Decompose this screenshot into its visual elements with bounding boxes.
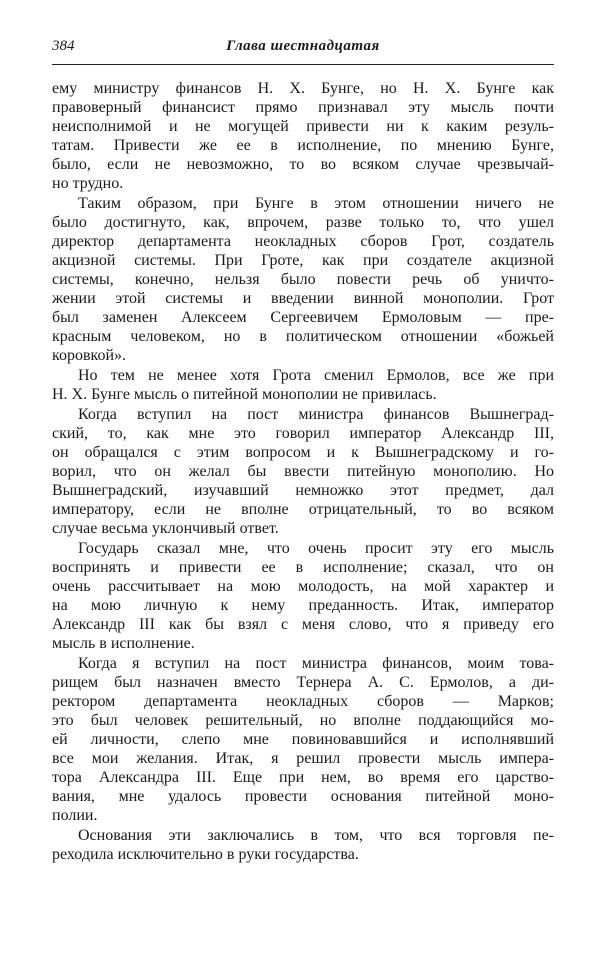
text-line: ский, то, как мне это говорил император Александр III, [52, 425, 554, 442]
text-line: татам. Привести же ее в исполнение, по мнению Бунге, [52, 137, 554, 154]
text-line: Государь сказал мне, что очень просит эту его мысль [78, 540, 554, 557]
text-line: Таким образом, при Бунге в этом отношении ничего не [78, 195, 554, 212]
paragraph [52, 194, 554, 365]
text-line: красным человеком, но в политическом отношении «божьей [52, 328, 554, 345]
text-line: был заменен Алексеем Сергеевичем Ермоловым — пре- [52, 309, 554, 326]
text-line: он обращался с этим вопросом и к Вышнеградскому и го- [52, 444, 554, 461]
text-line: было, если не невозможно, то во всяком случае чрезвычай- [52, 156, 554, 173]
text-line: Н. Х. Бунге мысль о питейной монополии не привилась. [52, 386, 437, 403]
text-line: было достигнуто, как, впрочем, разве только то, что ушел [52, 214, 554, 231]
text-line: Основания эти заключались в том, что вся торговля пе- [78, 827, 554, 844]
paragraph [52, 366, 554, 404]
text-line: Но тем не менее хотя Грота сменил Ермолов, все же при [78, 367, 554, 384]
text-line: на мою личную к нему преданность. Итак, император [52, 597, 554, 614]
paragraph [52, 654, 554, 825]
text-line: случае весьма уклончивый ответ. [52, 520, 279, 537]
text-line: ей личности, слепо мне повиновавшийся и исполнявший [52, 731, 554, 748]
paragraph [52, 826, 554, 864]
header-rule [52, 64, 554, 65]
text-line: жении этой системы и введении винной монополии. Грот [52, 290, 554, 307]
paragraph [52, 79, 554, 193]
body-text [52, 79, 554, 865]
text-line: вания, мне удалось провести основания питейной моно- [52, 788, 554, 805]
text-line: это был человек решительный, но вполне поддающийся мо- [52, 712, 554, 729]
text-line: воспринять и привести ее в исполнение; сказал, что он [52, 559, 554, 576]
text-line: императору, если не вполне отрицательный, то во всяком [52, 501, 554, 518]
chapter-title: Глава шестнадцатая [226, 38, 380, 54]
text-line: полии. [52, 807, 98, 824]
text-line: правоверный финансист прямо признавал эту мысль почти [52, 99, 554, 116]
text-line: все мои желания. Итак, я решил провести мысль импера- [52, 750, 554, 767]
page-number: 384 [52, 38, 75, 54]
text-line: акцизной системы. При Гроте, как при создателе акцизной [52, 252, 554, 269]
text-line: ему министру финансов Н. Х. Бунге, но Н. Х. Бунге как [52, 80, 554, 97]
text-line: Когда вступил на пост министра финансов Вышнеград- [78, 406, 554, 423]
paragraph [52, 539, 554, 653]
text-line: Вышнеградский, изучавший немножко этот предмет, дал [52, 482, 554, 499]
text-line: очень рассчитывает на мою молодость, на мой характер и [52, 578, 554, 595]
text-line: ворил, что он желал бы ввести питейную монополию. Но [52, 463, 554, 480]
text-line: системы, конечно, нельзя было повести речь об уничто- [52, 271, 554, 288]
text-line: но трудно. [52, 175, 124, 192]
text-line: директор департамента неокладных сборов Грот, создатель [52, 233, 554, 250]
running-header [52, 38, 554, 58]
text-line: Александр III как бы взял с меня слово, что я приведу его [52, 616, 554, 633]
text-line: Когда я вступил на пост министра финансов, моим това- [78, 655, 554, 672]
text-line: ректором департамента неокладных сборов — Марков; [52, 693, 554, 710]
paragraph [52, 405, 554, 538]
text-line: неисполнимой и не могущей привести ни к каким резуль- [52, 118, 554, 135]
text-line: тора Александра III. Еще при нем, во время его царство- [52, 769, 554, 786]
text-line: мысль в исполнение. [52, 635, 195, 652]
text-line: рищем был назначен вместо Тернера А. С. Ермолов, а ди- [52, 674, 554, 691]
text-line: реходила исключительно в руки государства. [52, 846, 359, 863]
text-line: коровкой». [52, 347, 127, 364]
